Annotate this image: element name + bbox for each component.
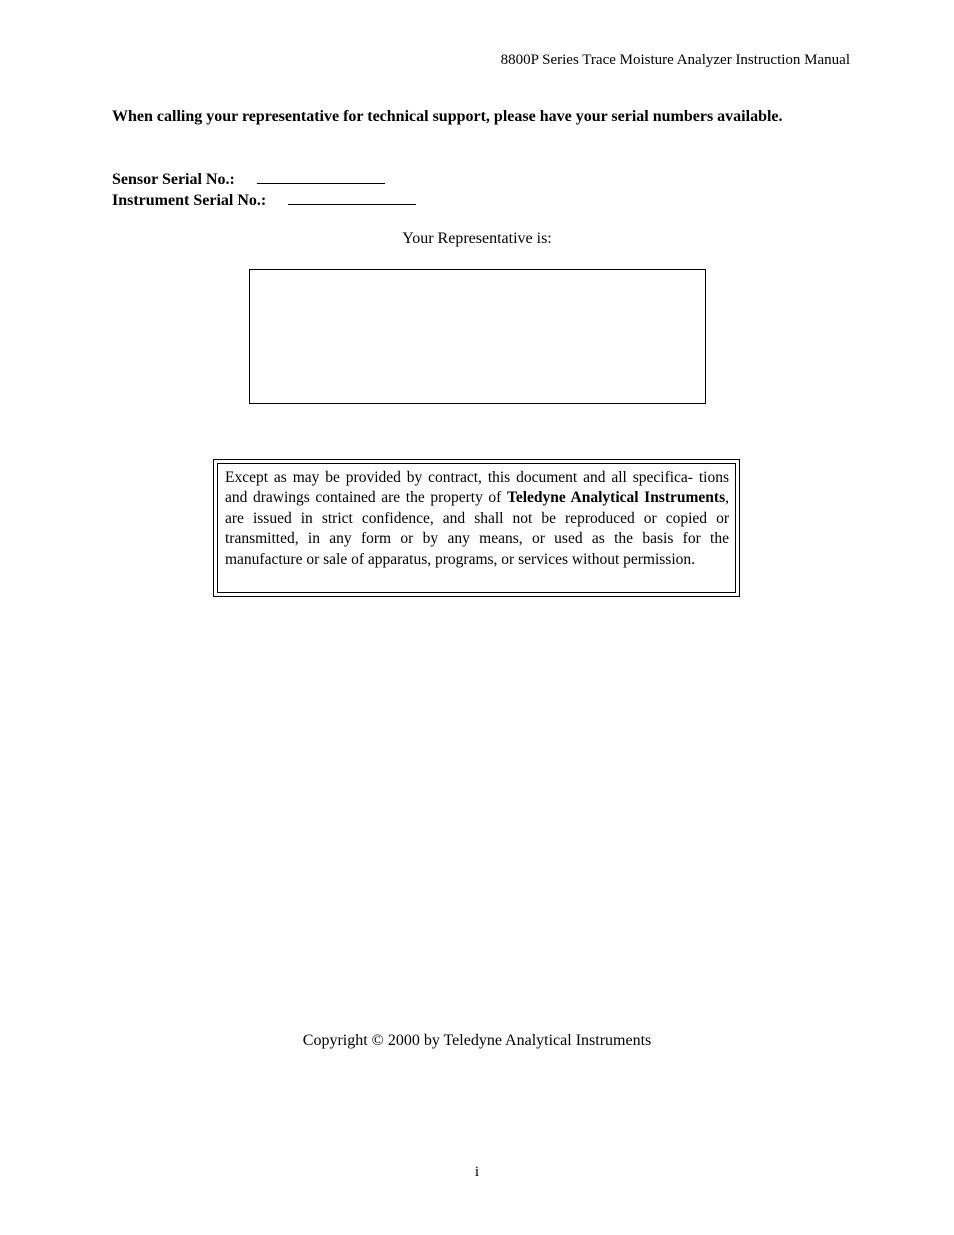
representative-box [249, 269, 706, 404]
notice-text-after: , are issued in strict confidence, and shall not be reproduced or copied or transmitted, in any form or by any means, or used as the basis for the manufacture or sale of apparatus, programs, or services without permission. [225, 489, 729, 568]
confidentiality-notice [213, 459, 740, 597]
representative-label: Your Representative is: [402, 230, 552, 247]
notice-company: Teledyne Analytical Instruments [506, 489, 726, 507]
instrument-serial-row [112, 190, 416, 211]
copyright-notice: Copyright © 2000 by Teledyne Analytical Instruments [302, 1032, 652, 1049]
page-number: i [474, 1164, 480, 1180]
instrument-serial-blank [288, 190, 416, 205]
sensor-serial-blank [257, 169, 385, 184]
serial-number-block [112, 169, 416, 211]
confidentiality-notice-text [217, 463, 736, 593]
running-header: 8800P Series Trace Moisture Analyzer Instruction Manual [500, 52, 850, 68]
instrument-serial-label: Instrument Serial No.: [112, 192, 267, 209]
sensor-serial-label: Sensor Serial No.: [112, 171, 235, 188]
sensor-serial-row [112, 169, 416, 190]
support-note: When calling your representative for technical support, please have your serial numbers available. [112, 108, 783, 125]
notice-text-before: Except as may be provided by contract, this document and all specifica- tions and drawings contained are the property of [225, 469, 729, 507]
